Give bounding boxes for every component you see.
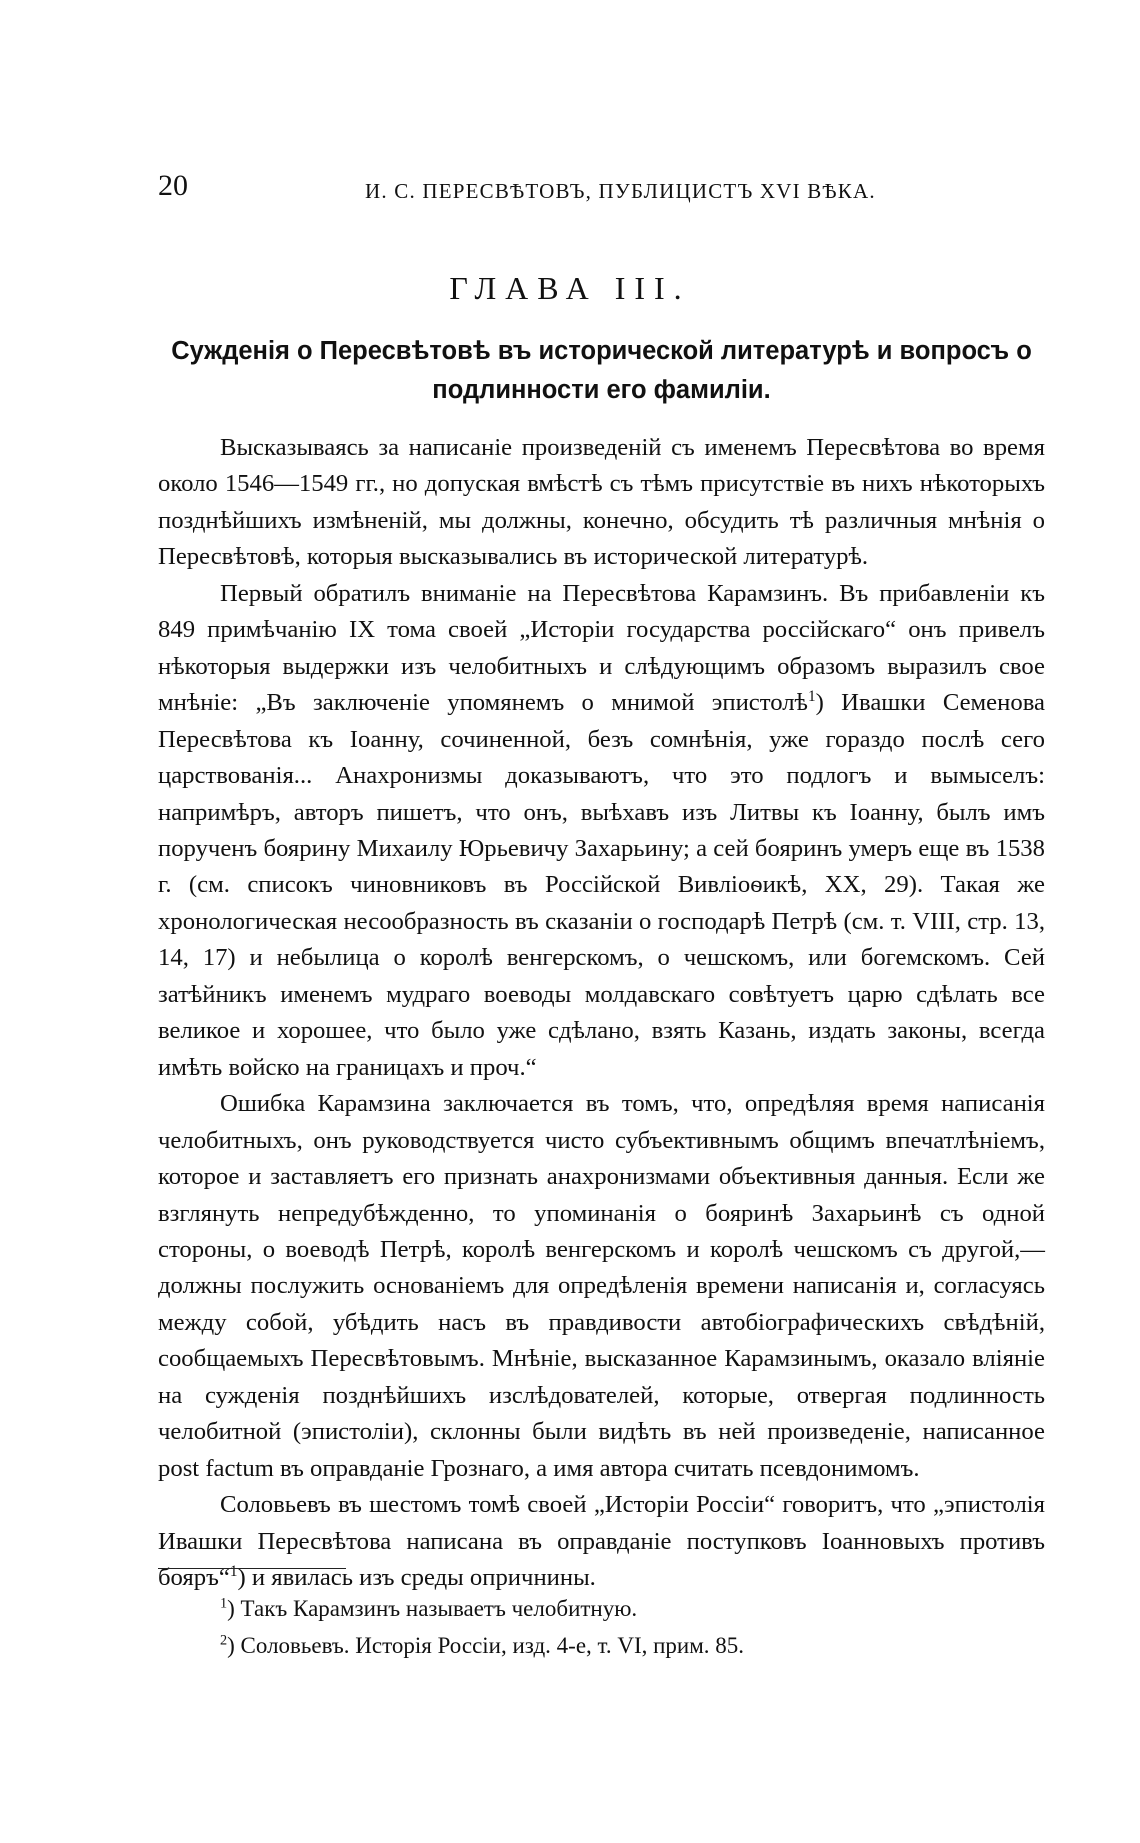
paragraph-2 [158, 576, 1045, 1086]
chapter-heading-line-2: подлинности его фамиліи. [432, 376, 771, 404]
paragraph-2-text-a: Первый обратилъ вниманіе на Пересвѣтова Карамзинъ. Въ прибавленіи къ 849 примѣчанію IX тома своей „Исторіи государства россійскаго“ онъ привелъ нѣкоторыя выдержки изъ челобитныхъ и слѣдующимъ образомъ выразилъ свое мнѣніе: „Въ заключеніе упомянемъ о мнимой эпистолѣ [158, 579, 1045, 717]
footnote-1-mark: 1 [220, 1595, 228, 1612]
footnote-2-mark: 2 [220, 1632, 228, 1649]
chapter-heading-line-1: Сужденія о Пересвѣтовѣ въ исторической литературѣ и вопросъ о [171, 337, 1032, 365]
footnote-2-text: ) Соловьевъ. Исторія Россіи, изд. 4-е, т. VI, прим. 85. [227, 1633, 745, 1658]
footnote-ref-1: 1 [807, 687, 816, 705]
footnote-1 [220, 1590, 744, 1627]
footnote-ref-2: 1 [229, 1562, 238, 1580]
running-title: И. С. ПЕРЕСВѢТОВЪ, ПУБЛИЦИСТЪ XVI ВѢКА. [365, 179, 876, 203]
footnote-divider [158, 1568, 346, 1569]
paragraph-4-text-a: Соловьевъ въ шестомъ томѣ своей „Исторіи Россіи“ говоритъ, что „эпистолія Ивашки Пересвѣтова написана въ оправданіе поступковъ Іоанновыхъ противъ бояръ“ [158, 1491, 1045, 1592]
footnote-1-text: ) Такъ Карамзинъ называетъ челобитную. [227, 1596, 638, 1621]
paragraph-4 [158, 1487, 1045, 1596]
paragraph-4-text-b: ) и явилась изъ среды опричнины. [237, 1564, 596, 1592]
paragraph-3 [158, 1086, 1045, 1487]
chapter-heading [158, 332, 1045, 410]
paragraph-1-text: Высказываясь за написаніе произведеній съ именемъ Пересвѣтова во время около 1546—1549 гг., но допуская вмѣстѣ съ тѣмъ присутствіе въ нихъ нѣкоторыхъ позднѣйшихъ измѣненій, мы должны, конечно, обсудить тѣ различныя мнѣнія о Пересвѣтовѣ, которыя высказывались въ исторической литературѣ. [158, 434, 1045, 571]
paragraph-2-text-b: ) Ивашки Семенова Пересвѣтова къ Іоанну, сочиненной, безъ сомнѣнія, уже гораздо послѣ сего царствованія... Анахронизмы доказываютъ, что это подлогъ и вымыселъ: напримѣръ, авторъ пишетъ, что онъ, выѣхавъ изъ Литвы къ Іоанну, былъ имъ порученъ боярину Михаилу Юрьевичу Захарьину; а сей бояринъ умеръ еще въ 1538 г. (см. списокъ чиновниковъ въ Россійской Вивліоѳикѣ, XX, 29). Такая же хронологическая несообразность въ сказаніи о господарѣ Петрѣ (см. т. VIII, стр. 13, 14, 17) и небылица о королѣ венгерскомъ, о чешскомъ, или богемскомъ. Сей затѣйникъ именемъ мудраго воеводы молдавскаго совѣтуетъ царю сдѣлать все великое и хорошее, что было уже сдѣлано, взять Казань, издать законы, всегда имѣть войско на границахъ и проч.“ [158, 689, 1045, 1081]
body-text [158, 430, 1045, 1597]
chapter-label: ГЛАВА III. [449, 270, 691, 306]
footnote-2 [220, 1627, 744, 1664]
page-number: 20 [158, 169, 188, 202]
paragraph-3-text: Ошибка Карамзина заключается въ томъ, что, опредѣляя время написанія челобитныхъ, онъ руководствуется чисто субъективнымъ общимъ впечатлѣніемъ, которое и заставляетъ его признать анахронизмами объективныя данныя. Если же взглянуть непредубѣжденно, то упоминанія о бояринѣ Захарьинѣ съ одной стороны, о воеводѣ Петрѣ, королѣ венгерскомъ и королѣ чешскомъ съ другой,—должны послужить основаніемъ для опредѣленія времени написанія и, согласуясь между собой, убѣдить насъ въ правдивости автобіографическихъ свѣдѣній, сообщаемыхъ Пересвѣтовымъ. Мнѣніе, высказанное Карамзинымъ, оказало вліяніе на сужденія позднѣйшихъ изслѣдователей, которые, отвергая подлинность челобитной (эпистоліи), склонны были видѣть въ ней произведеніе, написанное post factum въ оправданіе Грознаго, а имя автора считать псевдонимомъ. [158, 1090, 1045, 1482]
footnotes [220, 1590, 744, 1664]
paragraph-1 [158, 430, 1045, 576]
